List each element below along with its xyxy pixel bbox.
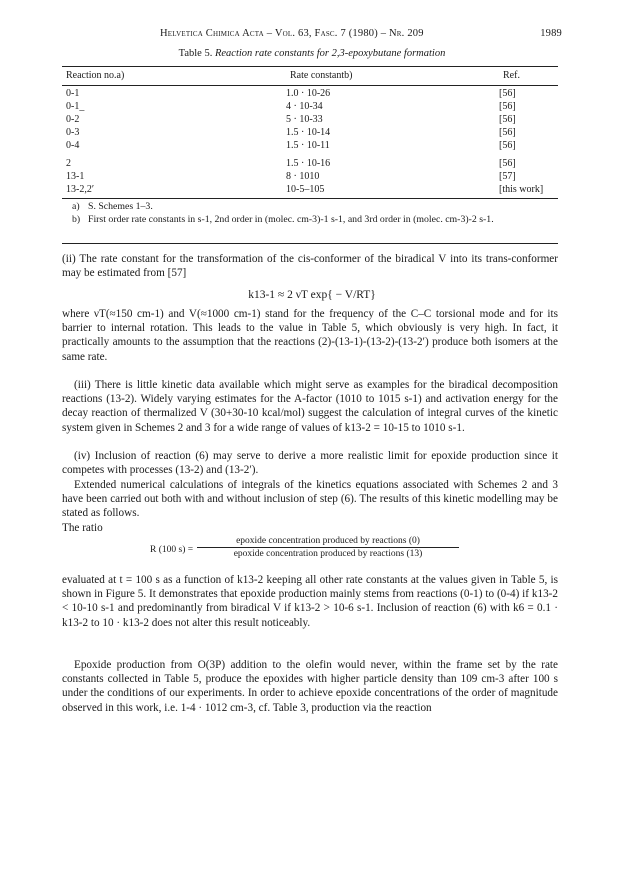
cell-rate: 1.5 · 10-14	[286, 127, 331, 138]
paragraph: (iv) Inclusion of reaction (6) may serve to derive a more realistic limit for epoxide production since it competes with processes (13-2) and (13-2′).	[62, 450, 558, 477]
table-row	[62, 140, 558, 152]
cell-reaction: 0-1_	[66, 101, 85, 112]
ratio-label: R (100 s) =	[150, 545, 194, 555]
cell-ref: [56]	[499, 114, 516, 125]
cell-rate: 1.5 · 10-11	[286, 140, 330, 151]
paragraph: where νT(≈150 cm-1) and V(≈1000 cm-1) stand for the frequency of the C–C torsional mode and for its barrier to internal rotation. This leads to the value in Table 5, which obviously is very high. In fact, it practically amounts to the assumption that the reactions (2)-(13-1)-(13-2)-(13-2′) produce both isomers at the same rate.	[62, 308, 558, 363]
footnote-mark: a)	[72, 201, 80, 212]
cell-ref: [this work]	[499, 184, 544, 195]
equation-k13-1: k13-1 ≈ 2 νT exp{ − V/RT}	[248, 289, 376, 301]
table-row	[62, 127, 558, 139]
footnote-mark: b)	[72, 214, 81, 225]
cell-ref: [57]	[499, 171, 516, 182]
header-rate-constant: Rate constantb)	[290, 70, 353, 81]
table-row	[62, 101, 558, 113]
cell-ref: [56]	[499, 140, 516, 151]
table-caption-title: Reaction rate constants for 2,3-epoxybutane formation	[214, 48, 446, 59]
table-row	[62, 88, 558, 100]
footnote-bottom-rule	[62, 243, 558, 244]
cell-rate: 10-5–105	[286, 184, 325, 195]
cell-reaction: 0-1	[66, 88, 80, 99]
cell-reaction: 13-1	[66, 171, 85, 182]
cell-rate: 4 · 10-34	[286, 101, 323, 112]
table-row	[62, 114, 558, 126]
ratio-denominator: epoxide concentration produced by reactions (13)	[233, 549, 423, 559]
journal-citation: Helvetica Chimica Acta – Vol. 63, Fasc. 7 (1980) – Nr. 209	[160, 28, 424, 39]
cell-ref: [56]	[499, 88, 516, 99]
cell-rate: 1.5 · 10-16	[286, 158, 331, 169]
table-header-rule	[62, 85, 558, 86]
paragraph: The ratio	[62, 522, 103, 534]
cell-rate: 5 · 10-33	[286, 114, 323, 125]
paragraph: (ii) The rate constant for the transformation of the cis-conformer of the biradical V into its trans-conformer may be estimated from [57]	[62, 253, 558, 280]
page-number: 1989	[540, 28, 562, 39]
cell-reaction: 2	[66, 158, 71, 169]
table-row	[62, 158, 558, 170]
paragraph: Extended numerical calculations of integrals of the kinetics equations associated with Schemes 2 and 3 have been carried out both with and without inclusion of step (6). The results of this kinetic modelling may be stated as follows.	[62, 479, 558, 520]
paragraph: evaluated at t = 100 s as a function of k13-2 keeping all other rate constants at the values given in Table 5, is shown in Figure 5. It demonstrates that epoxide production mainly stems from reactions (0-1) to (0-4) if k13-2 < 10-10 s-1 and predominantly from biradical V if k13-2 > 10-6 s-1. Inclusion of reaction (6) with k6 = 0.1 · k13-2 to 10 · k13-2 does not alter this result noticeably.	[62, 574, 558, 629]
table-bottom-rule	[62, 198, 558, 199]
paragraph: (iii) There is little kinetic data available which might serve as examples for the biradical decomposition reactions (13-2). Widely varying estimates for the A-factor (1010 to 1015 s-1) and activation energy for the decay reaction of thermalized V (30+30-10 kcal/mol) suggest the calculation of integral curves of the kinetic system given in Schemes 2 and 3 for a wide range of values of k13-2 = 10-15 to 1010 s-1.	[62, 379, 558, 434]
header-ref: Ref.	[503, 70, 520, 81]
cell-ref: [56]	[499, 158, 516, 169]
ratio-numerator: epoxide concentration produced by reactions (0)	[197, 536, 459, 548]
ratio-fraction	[197, 536, 459, 559]
table-caption	[62, 48, 562, 59]
cell-reaction: 0-2	[66, 114, 80, 125]
footnote-text: S. Schemes 1–3.	[88, 201, 153, 212]
table-row	[62, 184, 558, 196]
header-reaction-no: Reaction no.a)	[66, 70, 125, 81]
cell-rate: 1.0 · 10-26	[286, 88, 331, 99]
table-header-row	[62, 70, 558, 82]
cell-reaction: 0-3	[66, 127, 80, 138]
cell-ref: [56]	[499, 127, 516, 138]
cell-reaction: 13-2,2′	[66, 184, 95, 195]
cell-ref: [56]	[499, 101, 516, 112]
table-caption-label: Table 5.	[178, 48, 213, 59]
table-row	[62, 171, 558, 183]
cell-rate: 8 · 1010	[286, 171, 320, 182]
paragraph: Epoxide production from O(3P) addition to the olefin would never, within the frame set by the rate constants collected in Table 5, produce the epoxides with higher particle density than 109 cm-3 after 100 s under the conditions of our experiments. In order to achieve epoxide concentrations of the order of magnitude observed in this work, i.e. 1-4 · 1012 cm-3, cf. Table 3, production via the reaction	[62, 659, 558, 714]
cell-reaction: 0-4	[66, 140, 80, 151]
footnote-text: First order rate constants in s-1, 2nd order in (molec. cm-3)-1 s-1, and 3rd order in (molec. cm-3)-2 s-1.	[88, 214, 494, 225]
table-top-rule	[62, 66, 558, 67]
